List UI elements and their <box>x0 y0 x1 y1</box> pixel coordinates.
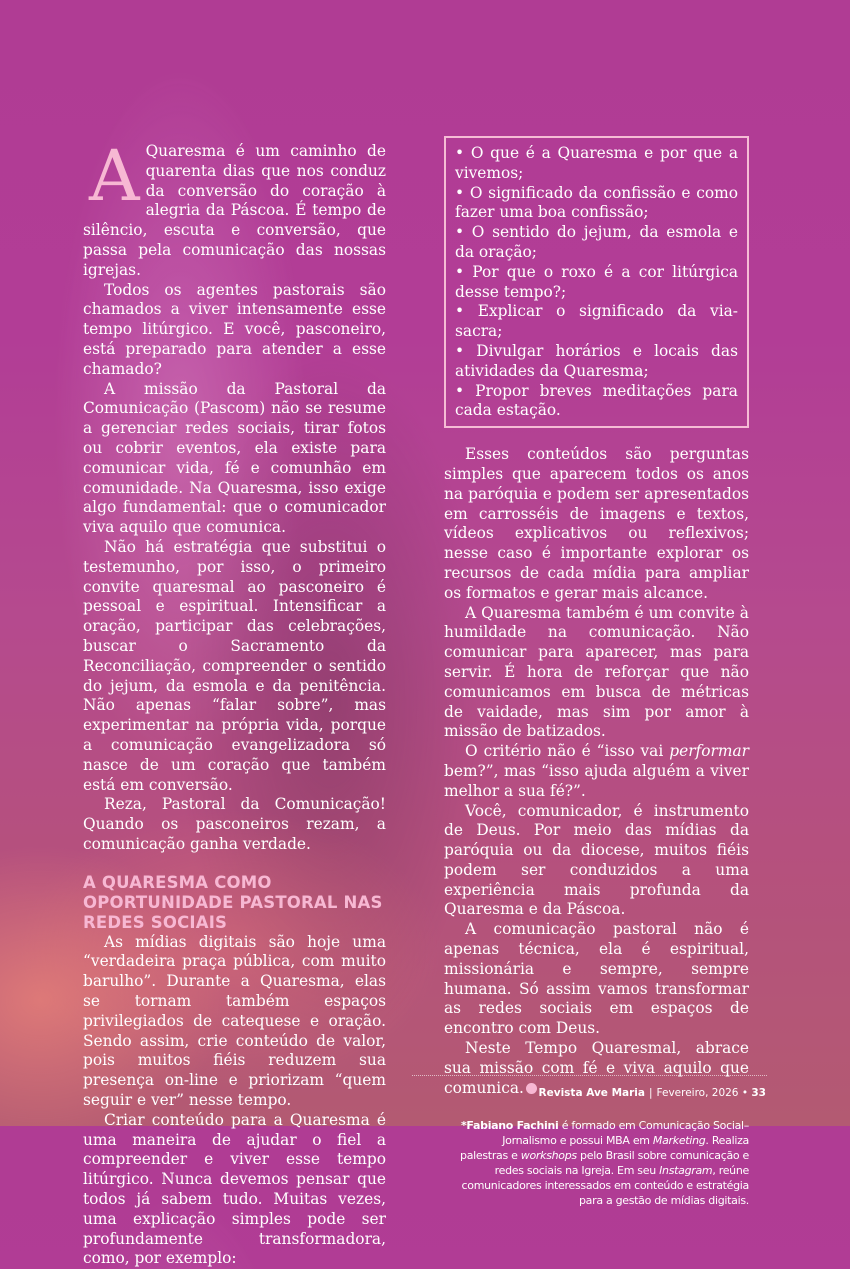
box-item: • O sentido do jejum, da esmola e da oração; <box>455 223 738 263</box>
paragraph-6: As mídias digitais são hoje uma “verdadeira praça pública, com muito barulho”. Durante a Quaresma, elas se tornam também espaços privilegiados de catequese e oração. Sendo assim, crie conteúdo de valor, pois muitos fiéis reduzem sua presença on-line e priorizam “quem seguir e ver” nesse tempo. <box>83 932 386 1110</box>
footer-divider <box>412 1075 767 1076</box>
footer-separator: | <box>648 1087 653 1099</box>
box-item: • Explicar o significado da via-sacra; <box>455 302 738 342</box>
end-mark-icon <box>526 1083 537 1094</box>
paragraph-4: Não há estratégia que substitui o testemunho, por isso, o primeiro convite quaresmal ao pasconeiro é pessoal e espiritual. Intensificar a oração, participar das celebrações, buscar o Sacramento da Reconciliação, compreender o sentido do jejum, da esmola e da penitência. Não apenas “falar sobre”, mas experimentar na própria vida, porque a comunicação evangelizadora só nasce de um coração que também está em conversão. <box>83 537 386 794</box>
paragraph-r4: Você, comunicador, é instrumento de Deus. Por meio das mídias da paróquia ou da diocese, muitos fiéis podem ser conduzidos a uma experiência mais profunda da Quaresma e da Páscoa. <box>444 801 749 919</box>
section-heading: A QUARESMA COMO OPORTUNIDADE PASTORAL NAS REDES SOCIAIS <box>83 872 383 932</box>
box-item: • O que é a Quaresma e por que a vivemos; <box>455 144 738 184</box>
page-number: 33 <box>751 1087 766 1099</box>
paragraph-2: Todos os agentes pastorais são chamados a viver intensamente esse tempo litúrgico. E você, pasconeiro, está preparado para atender a esse chamado? <box>83 280 386 378</box>
page-footer <box>539 1087 766 1099</box>
author-credit: *Fabiano Fachini é formado em Comunicação Social–Jornalismo e possui MBA em Marketing. Realiza palestras e workshops pelo Brasil sobre comunicação e redes sociais na Igreja. Em seu Instagram, reúne comunicadores interessados em conteúdo e estratégia para a gestão de mídias digitais. <box>460 1119 749 1208</box>
paragraph-r3: O critério não é “isso vai performar bem?”, mas “isso ajuda alguém a viver melhor a sua fé?”. <box>444 742 749 800</box>
magazine-name: Revista Ave Maria <box>538 1087 645 1099</box>
box-item: • Propor breves meditações para cada estação. <box>455 382 738 422</box>
box-item: • Divulgar horários e locais das atividades da Quaresma; <box>455 342 738 382</box>
issue-date: Fevereiro, 2026 • <box>656 1087 749 1099</box>
author-name: *Fabiano Fachini <box>460 1119 559 1133</box>
opening-paragraph: A Quaresma é um caminho de quarenta dias que nos conduz da conversão do coração à alegria da Páscoa. É tempo de silêncio, escuta e conversão, que passa pela comunicação das nossas igrejas. <box>83 135 386 279</box>
paragraph-r2: A Quaresma também é um convite à humildade na comunicação. Não comunicar para aparecer, mas para servir. É hora de reforçar que não comunicamos em busca de métricas de vaidade, mas sim por amor à missão de batizados. <box>444 603 749 741</box>
box-item: • Por que o roxo é a cor litúrgica desse tempo?; <box>455 263 738 303</box>
paragraph-r6: Neste Tempo Quaresmal, abrace sua missão com fé e viva aquilo que comunica. <box>444 1039 749 1097</box>
right-column <box>444 136 749 1208</box>
drop-cap: A <box>89 135 140 217</box>
topics-box <box>444 136 749 428</box>
box-item: • O significado da confissão e como fazer uma boa confissão; <box>455 184 738 224</box>
left-column <box>83 135 386 1269</box>
paragraph-r5: A comunicação pastoral não é apenas técnica, ela é espiritual, missionária e sempre, sempre humana. Só assim vamos transformar as redes sociais em espaços de encontro com Deus. <box>444 920 749 1038</box>
paragraph-3: A missão da Pastoral da Comunicação (Pascom) não se resume a gerenciar redes sociais, tirar fotos ou cobrir eventos, ela existe para comunicar vida, fé e comunhão em comunidade. Na Quaresma, isso exige algo fundamental: que o comunicador viva aquilo que comunica. <box>83 379 386 537</box>
paragraph-5: Reza, Pastoral da Comunicação! Quando os pasconeiros rezam, a comunicação ganha verdade. <box>83 795 386 853</box>
paragraph-7: Criar conteúdo para a Quaresma é uma maneira de ajudar o fiel a compreender e viver esse tempo litúrgico. Nunca devemos pensar que todos já sabem tudo. Muitas vezes, uma explicação simples pode ser profundamente transformadora, como, por exemplo: <box>83 1110 386 1268</box>
paragraph-r1: Esses conteúdos são perguntas simples que aparecem todos os anos na paróquia e podem ser apresentados em carrosséis de imagens e textos, vídeos explicativos ou reflexivos; nesse caso é importante explorar os recursos de cada mídia para ampliar os formatos e gerar mais alcance. <box>444 445 749 602</box>
